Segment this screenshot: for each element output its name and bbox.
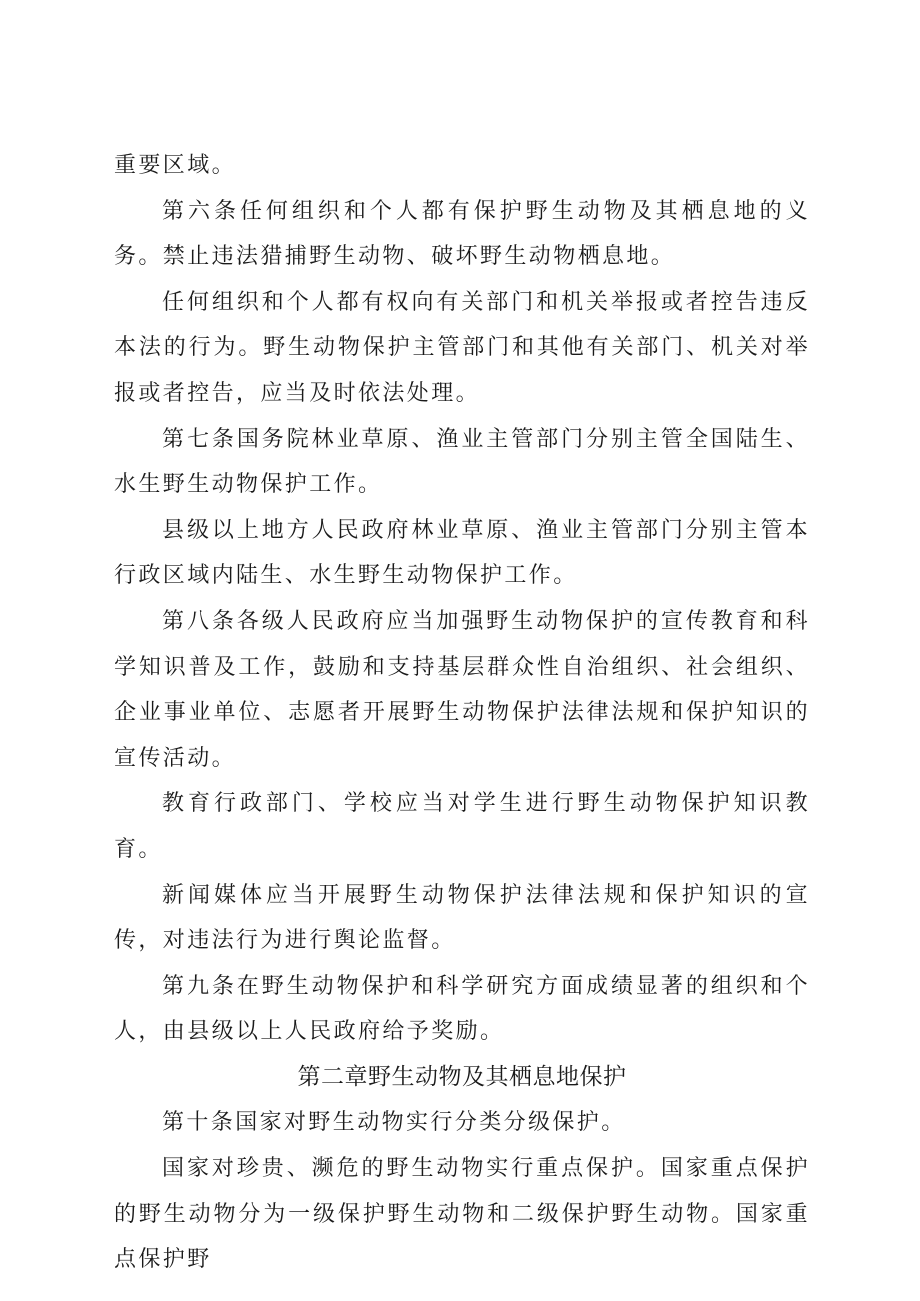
article-8-media-paragraph: 新闻媒体应当开展野生动物保护法律法规和保护知识的宣传，对违法行为进行舆论监督。 xyxy=(114,882,810,954)
chapter-heading: 第二章野生动物及其栖息地保护 xyxy=(297,1063,627,1090)
article-10-paragraph: 第十条国家对野生动物实行分类分级保护。 xyxy=(162,1110,626,1136)
article-7-paragraph: 第七条国务院林业草原、渔业主管部门分别主管全国陆生、水生野生动物保护工作。 xyxy=(114,426,810,498)
article-10-key-protection-paragraph: 国家对珍贵、濒危的野生动物实行重点保护。国家重点保护的野生动物分为一级保护野生动物和二级保护野生动物。国家重点保护野 xyxy=(114,1156,810,1273)
article-8-paragraph: 第八条各级人民政府应当加强野生动物保护的宣传教育和科学知识普及工作，鼓励和支持基层群众性自治组织、社会组织、企业事业单位、志愿者开展野生动物保护法律法规和保护知识的宣传活动。 xyxy=(114,608,810,771)
article-9-paragraph: 第九条在野生动物保护和科学研究方面成绩显著的组织和个人，由县级以上人民政府给予奖励。 xyxy=(114,973,810,1045)
article-6-paragraph: 第六条任何组织和个人都有保护野生动物及其栖息地的义务。禁止违法猎捕野生动物、破坏野生动物栖息地。 xyxy=(114,198,810,270)
article-7-local-paragraph: 县级以上地方人民政府林业草原、渔业主管部门分别主管本行政区域内陆生、水生野生动物保护工作。 xyxy=(114,517,810,589)
article-8-education-paragraph: 教育行政部门、学校应当对学生进行野生动物保护知识教育。 xyxy=(114,791,810,862)
paragraph-continuation: 重要区域。 xyxy=(114,153,237,178)
document-page xyxy=(114,143,810,1283)
article-6-report-paragraph: 任何组织和个人都有权向有关部门和机关举报或者控告违反本法的行为。野生动物保护主管部门和其他有关部门、机关对举报或者控告，应当及时依法处理。 xyxy=(114,289,810,406)
